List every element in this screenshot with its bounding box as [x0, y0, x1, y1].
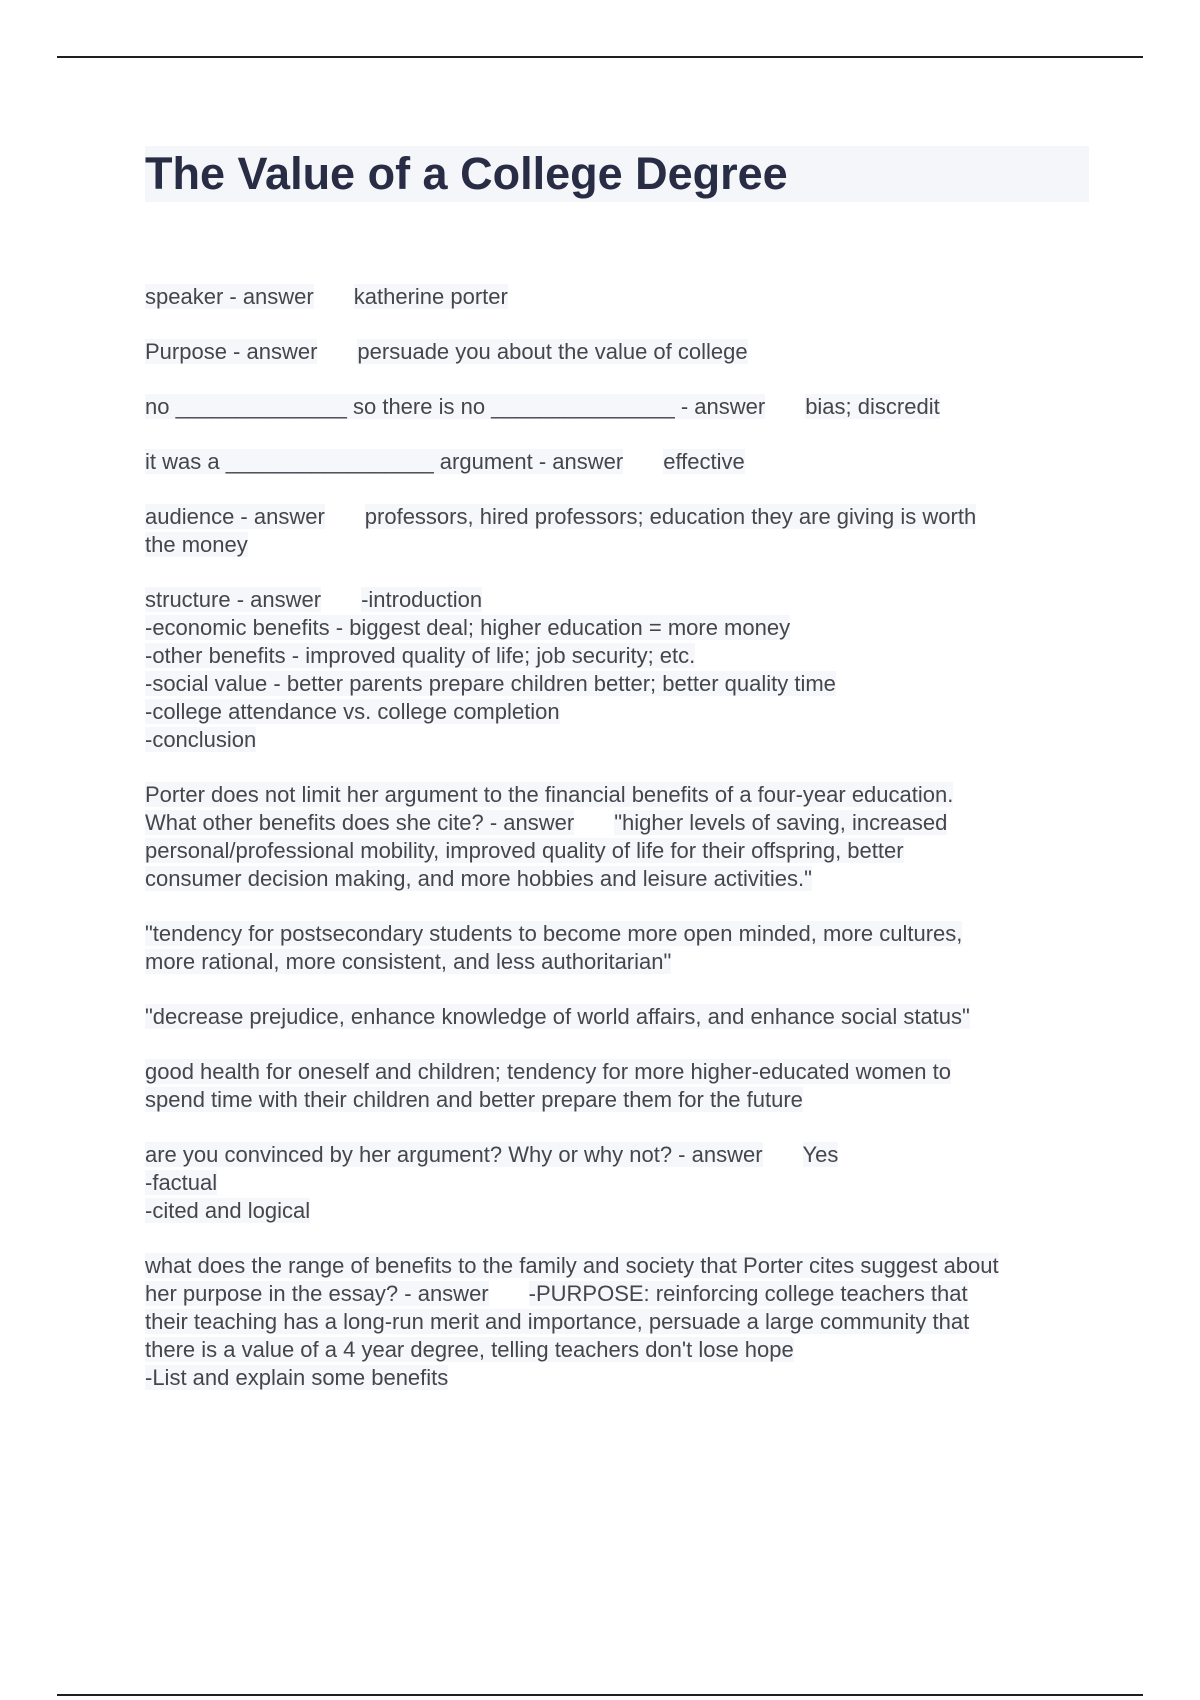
flashcard-entry — [145, 781, 1085, 893]
page-title: The Value of a College Degree — [145, 148, 788, 199]
entry-line — [145, 1252, 1085, 1280]
entry-line — [145, 531, 1085, 559]
line-text: -college attendance vs. college completion — [145, 699, 560, 724]
line-text: "decrease prejudice, enhance knowledge of world affairs, and enhance social status" — [145, 1004, 970, 1029]
line-text: there is a value of a 4 year degree, telling teachers don't lose hope — [145, 1337, 794, 1362]
entry-line — [145, 1336, 1085, 1364]
question-text: What other benefits does she cite? - answer — [145, 810, 575, 835]
flashcard-entry — [145, 448, 1085, 476]
entry-line — [145, 698, 1085, 726]
line-text: -social value - better parents prepare children better; better quality time — [145, 671, 836, 696]
entry-line — [145, 1197, 1085, 1225]
line-text: their teaching has a long-run merit and importance, persuade a large community that — [145, 1309, 970, 1334]
entry-line — [145, 393, 1085, 421]
entry-line — [145, 837, 1085, 865]
answer-text: Yes — [802, 1142, 839, 1167]
flashcard-entry — [145, 920, 1085, 976]
entry-line — [145, 642, 1085, 670]
line-text: -other benefits - improved quality of life; job security; etc. — [145, 643, 696, 668]
question-text: audience - answer — [145, 504, 325, 529]
flashcard-entry — [145, 338, 1085, 366]
entry-line — [145, 865, 1085, 893]
flashcard-entry — [145, 393, 1085, 421]
question-text: it was a _________________ argument - answer — [145, 449, 624, 474]
entry-line — [145, 920, 1085, 948]
line-text: -List and explain some benefits — [145, 1365, 449, 1390]
flashcard-entry — [145, 1141, 1085, 1225]
question-text: no ______________ so there is no _______________ - answer — [145, 394, 766, 419]
answer-text: katherine porter — [353, 284, 508, 309]
entry-line — [145, 726, 1085, 754]
answer-text: -introduction — [361, 587, 483, 612]
entry-line — [145, 448, 1085, 476]
flashcard-entry — [145, 586, 1085, 754]
entry-line — [145, 503, 1085, 531]
entry-line — [145, 338, 1085, 366]
answer-text: "higher levels of saving, increased — [614, 810, 948, 835]
entry-line — [145, 1364, 1085, 1392]
line-text: good health for oneself and children; tendency for more higher-educated women to — [145, 1059, 951, 1084]
line-text: Porter does not limit her argument to the financial benefits of a four-year education. — [145, 782, 954, 807]
entry-line — [145, 1058, 1085, 1086]
line-text: consumer decision making, and more hobbies and leisure activities." — [145, 866, 812, 891]
flashcard-entry — [145, 283, 1085, 311]
entry-line — [145, 948, 1085, 976]
entry-line — [145, 1003, 1085, 1031]
entry-line — [145, 670, 1085, 698]
flashcard-entry — [145, 503, 1085, 559]
entry-line — [145, 809, 1085, 837]
line-text: "tendency for postsecondary students to become more open minded, more cultures, — [145, 921, 963, 946]
answer-text: -PURPOSE: reinforcing college teachers that — [528, 1281, 968, 1306]
line-text: -cited and logical — [145, 1198, 311, 1223]
flashcard-entry — [145, 1003, 1085, 1031]
line-text: personal/professional mobility, improved quality of life for their offspring, better — [145, 838, 904, 863]
line-text: spend time with their children and better prepare them for the future — [145, 1087, 803, 1112]
entry-line — [145, 781, 1085, 809]
line-text: -economic benefits - biggest deal; higher education = more money — [145, 615, 791, 640]
entry-line — [145, 1308, 1085, 1336]
question-text: speaker - answer — [145, 284, 314, 309]
flashcard-list — [145, 283, 1085, 1419]
answer-text: persuade you about the value of college — [357, 339, 748, 364]
line-text: -factual — [145, 1170, 218, 1195]
question-text: are you convinced by her argument? Why or why not? - answer — [145, 1142, 763, 1167]
line-text: -conclusion — [145, 727, 257, 752]
entry-line — [145, 586, 1085, 614]
header-rule — [57, 56, 1143, 58]
answer-text: bias; discredit — [805, 394, 940, 419]
line-text: what does the range of benefits to the family and society that Porter cites suggest about — [145, 1253, 999, 1278]
answer-text: professors, hired professors; education they are giving is worth — [364, 504, 977, 529]
entry-line — [145, 1086, 1085, 1114]
footer-rule — [57, 1694, 1143, 1696]
entry-line — [145, 283, 1085, 311]
line-text: more rational, more consistent, and less authoritarian" — [145, 949, 672, 974]
flashcard-entry — [145, 1252, 1085, 1392]
entry-line — [145, 1141, 1085, 1169]
question-text: Purpose - answer — [145, 339, 318, 364]
entry-line — [145, 1280, 1085, 1308]
question-text: structure - answer — [145, 587, 322, 612]
entry-line — [145, 614, 1085, 642]
question-text: her purpose in the essay? - answer — [145, 1281, 489, 1306]
line-text: the money — [145, 532, 248, 557]
flashcard-entry — [145, 1058, 1085, 1114]
answer-text: effective — [663, 449, 745, 474]
entry-line — [145, 1169, 1085, 1197]
